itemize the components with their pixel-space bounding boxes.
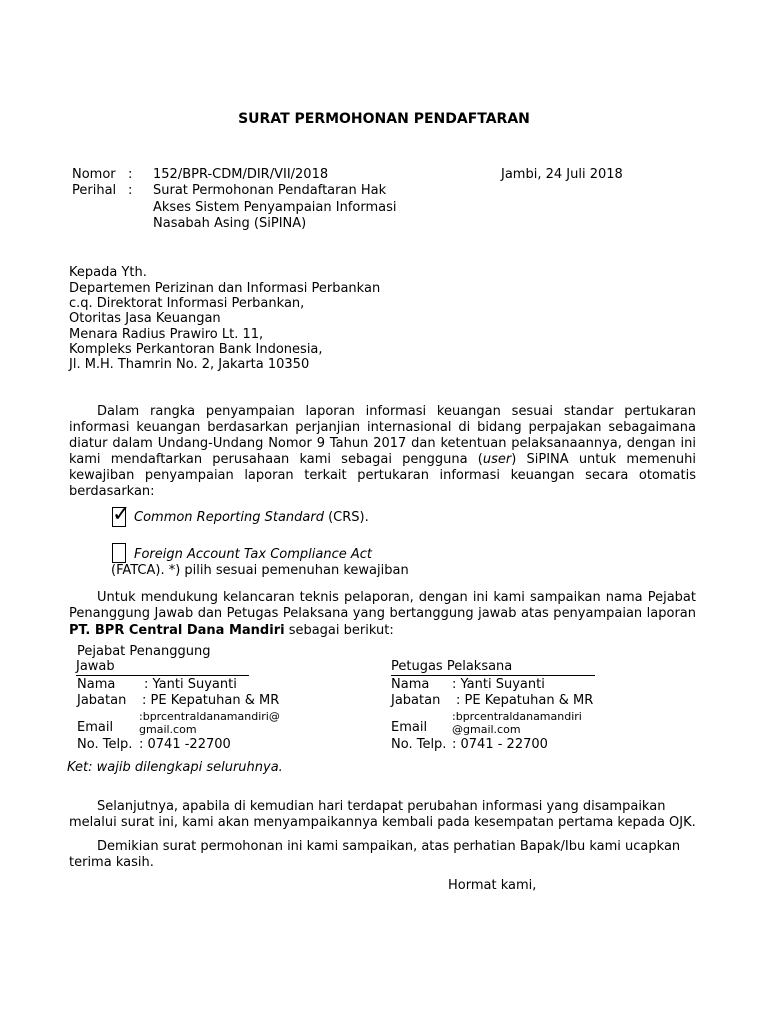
recipient-line: Jl. M.H. Thamrin No. 2, Jakarta 10350 [69,357,310,372]
paragraph-1-text: kami mendaftarkan perusahaan kami sebagai pengguna ( [69,452,483,467]
petugas-title: Petugas Pelaksana [391,659,513,674]
paragraph-2-line: Untuk mendukung kelancaran teknis pelaporan, dengan ini kami sampaikan nama Pejabat [97,590,696,605]
letter-date: Jambi, 24 Juli 2018 [501,167,623,182]
pejabat-title: Pejabat Penanggung [77,644,211,659]
petugas-nama-value: : Yanti Suyanti [452,677,545,692]
pejabat-nama-label: Nama [77,677,116,692]
petugas-email-label: Email [391,720,428,735]
paragraph-2-text: sebagai berikut: [284,623,394,638]
nomor-label: Nomor [72,167,116,182]
pejabat-email-line: :bprcentraldanamandiri@ [139,710,280,723]
perihal-colon: : [128,183,133,198]
recipient-line: c.q. Direktorat Informasi Perbankan, [69,296,305,311]
petugas-jabatan-value: : PE Kepatuhan & MR [456,693,594,708]
crs-abbr: (CRS). [323,510,369,525]
petugas-email-line: @gmail.com [452,723,521,736]
petugas-nama-label: Nama [391,677,430,692]
pejabat-telp-label: No. Telp. [77,737,133,752]
user-term: user [482,452,512,467]
petugas-telp-value: : 0741 - 22700 [452,737,548,752]
paragraph-1-line: kewajiban penyampaian laporan terkait pertukaran informasi keuangan secara otomatis [69,468,696,483]
note-text: Ket: wajib dilengkapi seluruhnya. [67,760,283,775]
perihal-line: Nasabah Asing (SiPINA) [153,216,307,231]
perihal-line: Surat Permohonan Pendaftaran Hak [153,183,387,198]
paragraph-1-line: Dalam rangka penyampaian laporan informasi keuangan sesuai standar pertukaran [97,404,696,419]
paragraph-1-line [69,452,696,468]
paragraph-1-line: informasi keuangan berdasarkan perjanjian internasional di bidang perpajakan sebagaimana [69,420,696,435]
pejabat-title-line2: Jawab [76,659,115,674]
pejabat-jabatan-label: Jabatan [77,693,127,708]
recipient-line: Otoritas Jasa Keuangan [69,311,221,326]
perihal-label: Perihal [72,183,117,198]
paragraph-4-line: Demikian surat permohonan ini kami sampaikan, atas perhatian Bapak/Ibu kami ucapkan [97,839,681,854]
nomor-value: 152/BPR-CDM/DIR/VII/2018 [153,167,329,182]
crs-checkbox[interactable] [112,502,131,527]
pejabat-email-label: Email [77,720,114,735]
pejabat-jabatan-value: : PE Kepatuhan & MR [142,693,280,708]
crs-option-label [134,510,369,526]
pejabat-email-line: gmail.com [139,723,197,736]
pejabat-nama-value: : Yanti Suyanti [144,677,237,692]
fatca-note: (FATCA). *) pilih sesuai pemenuhan kewajiban [111,563,409,578]
paragraph-1-line: berdasarkan: [69,484,155,499]
recipient-line: Departemen Perizinan dan Informasi Perbankan [69,281,381,296]
recipient-line: Kepada Yth. [69,265,147,280]
document-title: SURAT PERMOHONAN PENDAFTARAN [238,111,530,127]
recipient-line: Menara Radius Prawiro Lt. 11, [69,327,264,342]
petugas-email-line: :bprcentraldanamandiri [452,710,582,723]
paragraph-4-line: terima kasih. [69,855,154,870]
fatca-checkbox[interactable] [112,543,126,563]
paragraph-1-line: diatur dalam Undang-Undang Nomor 9 Tahun 2017 dan ketentuan pelaksanaannya, dengan ini [69,436,696,451]
closing-text: Hormat kami, [448,878,537,893]
pejabat-telp-value: : 0741 -22700 [139,737,231,752]
paragraph-2-line: Penanggung Jawab dan Petugas Pelaksana yang bertanggung jawab atas penyampaian laporan [69,606,696,621]
recipient-line: Kompleks Perkantoran Bank Indonesia, [69,342,323,357]
petugas-telp-label: No. Telp. [391,737,447,752]
pejabat-title-underline [76,659,249,676]
fatca-name: Foreign Account Tax Compliance Act [134,547,373,562]
check-icon: ✓ [112,502,131,527]
crs-name: Common Reporting Standard [134,510,324,525]
petugas-title-underline [391,659,595,676]
paragraph-1-text: ) SiPINA untuk memenuhi [511,452,696,467]
nomor-colon: : [128,167,133,182]
company-name: PT. BPR Central Dana Mandiri [69,623,285,638]
perihal-line: Akses Sistem Penyampaian Informasi [153,200,397,215]
paragraph-3-line: Selanjutnya, apabila di kemudian hari terdapat perubahan informasi yang disampaikan [97,799,666,814]
petugas-jabatan-label: Jabatan [391,693,441,708]
paragraph-2-line [69,623,394,639]
paragraph-3-line: melalui surat ini, kami akan menyampaikannya kembali pada kesempatan pertama kepada OJK. [69,815,696,830]
